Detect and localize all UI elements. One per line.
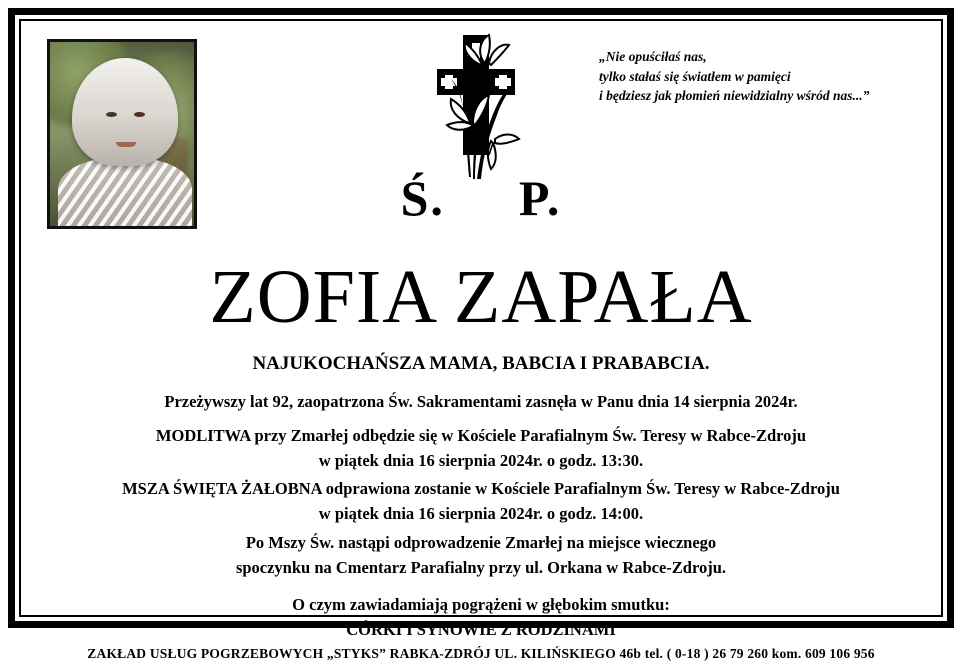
- passing-block: [15, 390, 947, 415]
- family-line: O czym zawiadamiają pogrążeni w głębokim smutku:: [292, 595, 670, 614]
- burial-block: [15, 531, 947, 581]
- notice-content: [15, 15, 947, 639]
- burial-line: Po Mszy Św. nastąpi odprowadzenie Zmarłej na miejsce wiecznego: [245, 533, 717, 552]
- mass-line: w piątek dnia 16 sierpnia 2024r. o godz. 14:00.: [318, 503, 644, 523]
- family-line: CÓRKI I SYNOWIE Z RODZINAMI: [346, 619, 616, 639]
- photo-eye-left: [106, 112, 117, 117]
- deceased-name: ZOFIA ZAPAŁA: [209, 255, 753, 339]
- photo-eye-right: [134, 112, 145, 117]
- photo-mouth: [116, 142, 136, 147]
- prayer-line: MODLITWA przy Zmarłej odbędzie się w Kościele Parafialnym Św. Teresy w Rabce-Zdroju: [155, 426, 807, 445]
- family-block: [15, 593, 947, 643]
- honorific-abbreviation: [15, 169, 947, 227]
- prayer-block: [15, 424, 947, 474]
- prayer-line: w piątek dnia 16 sierpnia 2024r. o godz. 13:30.: [318, 450, 644, 470]
- verse-line: tylko stałaś się światłem w pamięci: [599, 68, 791, 84]
- deceased-subtitle: NAJUKOCHAŃSZA MAMA, BABCIA I PRABABCIA.: [252, 353, 710, 374]
- verse-line: i będziesz jak płomień niewidzialny wśród nas...”: [599, 88, 870, 104]
- funeral-home-footer: ZAKŁAD USŁUG POGRZEBOWYCH „STYKS” RABKA-ZDRÓJ UL. KILIŃSKIEGO 46b tel. ( 0-18 ) 26 79 260 kom. 609 106 956: [87, 646, 875, 661]
- honorific-left: Ś.: [400, 170, 445, 226]
- verse-line: „Nie opuściłaś nas,: [599, 49, 707, 64]
- notice-frame: [8, 8, 954, 639]
- memorial-verse: [599, 47, 919, 106]
- honorific-right: P.: [518, 170, 562, 226]
- burial-line: spoczynku na Cmentarz Parafialny przy ul. Orkana w Rabce-Zdroju.: [235, 557, 727, 577]
- mass-line: MSZA ŚWIĘTA ŻAŁOBNA odprawiona zostanie w Kościele Parafialnym Św. Teresy w Rabce-Zdroju: [122, 479, 840, 498]
- cross-with-lilies-icon: [411, 27, 541, 187]
- mass-block: [15, 477, 947, 527]
- passing-line: Przeżywszy lat 92, zaopatrzona Św. Sakramentami zasnęła w Panu dnia 14 sierpnia 2024r.: [164, 392, 798, 411]
